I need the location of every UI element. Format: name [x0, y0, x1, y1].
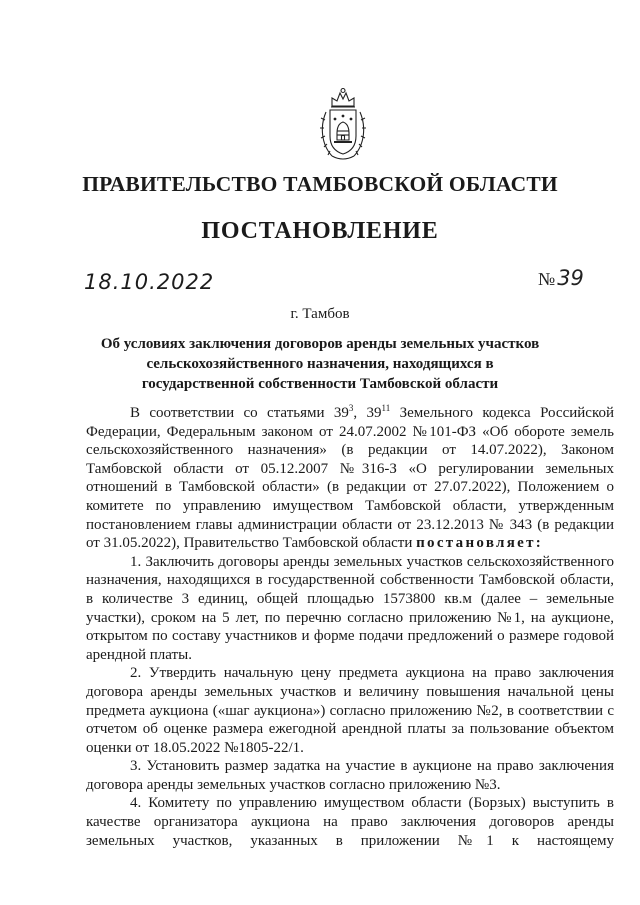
handwritten-number: 39 — [557, 266, 584, 290]
document-number — [538, 266, 584, 290]
preamble-text-3: Земельного кодекса Российской Федерации, Федеральным законом от 24.07.2002 №101-ФЗ «Об обороте земель сельскохозяйственного назначения» (в редакции от 14.07.2022), Законом Тамбовской области от 05.12.2007 №316-З «О регулировании земельных отношений в Тамбовской области» (в редакции от 27.07.2022), Положением о комитете по управлению имуществом Тамбовской области, утвержденным постановлением главы администрации области от 23.12.2013 № 343 (в редакции от 31.05.2022), Правительство Тамбовской области — [86, 405, 614, 552]
organization-title: ПРАВИТЕЛЬСТВО ТАМБОВСКОЙ ОБЛАСТИ — [82, 172, 558, 196]
preamble-text-2: , 39 — [353, 405, 382, 421]
article-superscript-1: 3 — [348, 403, 354, 413]
preamble-paragraph — [86, 404, 614, 553]
article-superscript-2: 11 — [381, 403, 391, 413]
city-line: г. Тамбов — [290, 306, 350, 322]
clause-4: 4. Комитету по управлению имуществом области (Борзых) выступить в качестве организатора аукциона на право заключения договоров аренды земельных участков, указанных в приложении №1 к настоящему — [86, 795, 614, 849]
document-type-title: ПОСТАНОВЛЕНИЕ — [201, 218, 439, 244]
clause-2: 2. Утвердить начальную цену предмета аукциона на право заключения договора аренды земельных участков и величину повышения начальной цены предмета аукциона («шаг аукциона») согласно приложению №2, в соответствии с отчетом об оценке размера ежегодной арендной платы за пользование объектом оценки от 18.05.2022 №1805-22/1. — [86, 665, 614, 756]
document-subject: Об условиях заключения договоров аренды земельных участков сельскохозяйственного назначения, находящихся в государственной собственности Тамбовской области — [100, 336, 540, 392]
document-body — [86, 404, 614, 850]
number-sign: № — [538, 269, 556, 289]
clause-3: 3. Установить размер задатка на участие в аукционе на право заключения договора аренды земельных участков согласно приложению №3. — [86, 758, 614, 793]
tambov-coat-of-arms-icon — [318, 86, 368, 164]
clause-1: 1. Заключить договоры аренды земельных участков сельскохозяйственного назначения, находящихся в государственной собственности Тамбовской области, в количестве 3 единиц, общей площадью 1573800 кв.м (далее – земельные участки), сроком на 5 лет, по перечню согласно приложению №1, на аукционе, открытом по составу участников и форме подачи предложений о размере годовой арендной платы. — [86, 553, 614, 663]
handwritten-date: 18.10.2022 — [84, 270, 215, 294]
preamble-text-1: В соответствии со статьями 39 — [130, 405, 349, 421]
resolves-keyword: постановляет: — [416, 535, 544, 552]
